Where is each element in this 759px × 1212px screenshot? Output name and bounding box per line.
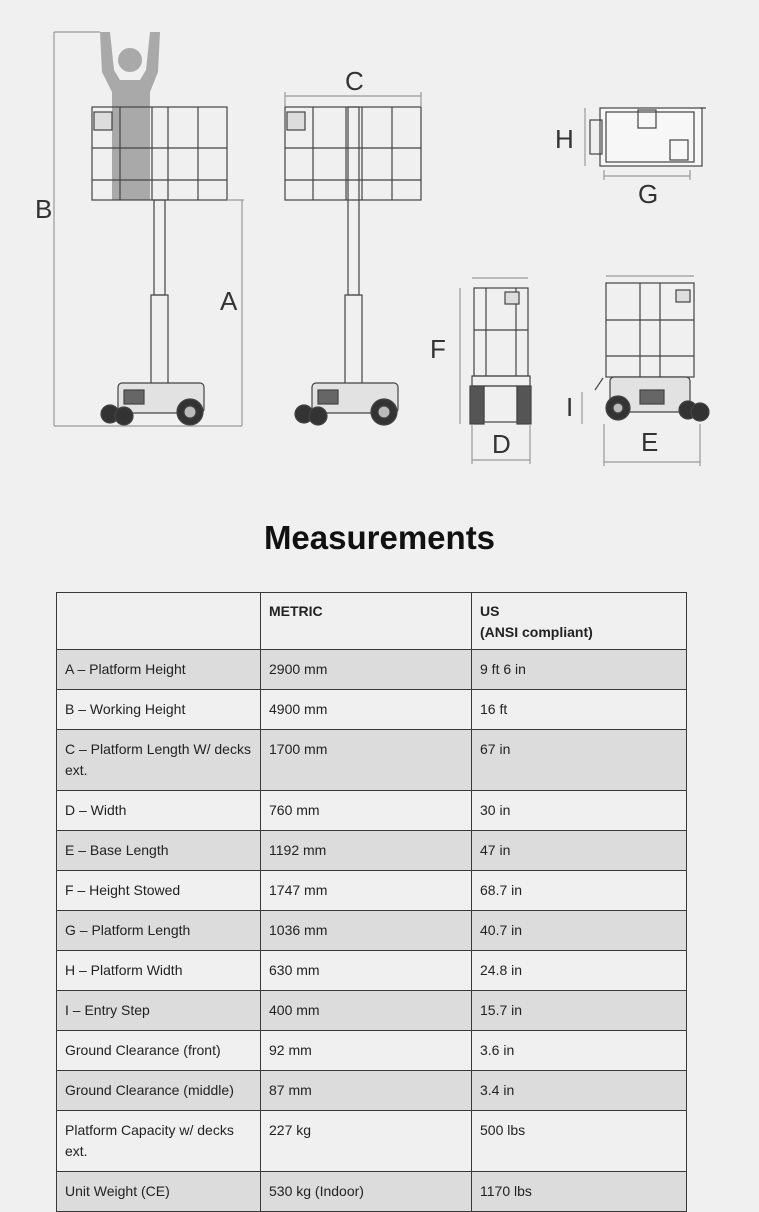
top-view [585,108,706,180]
row-metric: 760 mm [261,791,472,831]
row-metric: 1036 mm [261,911,472,951]
table-row [57,1031,687,1071]
table-row [57,1172,687,1212]
dim-label-i: I [566,392,574,422]
dim-label-d: D [492,429,511,459]
row-us: 16 ft [472,690,687,730]
row-label: I – Entry Step [57,991,261,1031]
row-us: 30 in [472,791,687,831]
row-label: B – Working Height [57,690,261,730]
dim-label-e: E [641,427,659,457]
row-metric: 630 mm [261,951,472,991]
row-label: A – Platform Height [57,650,261,690]
row-metric: 1700 mm [261,730,472,791]
measurements-table [56,592,687,1212]
dim-label-c: C [345,66,364,96]
row-label: C – Platform Length W/ decks ext. [57,730,261,791]
row-label: Unit Weight (CE) [57,1172,261,1212]
row-metric: 87 mm [261,1071,472,1111]
table-row [57,911,687,951]
row-metric: 1192 mm [261,831,472,871]
row-metric: 400 mm [261,991,472,1031]
row-us: 67 in [472,730,687,791]
row-metric: 1747 mm [261,871,472,911]
table-row [57,951,687,991]
row-us: 15.7 in [472,991,687,1031]
row-label: Ground Clearance (middle) [57,1071,261,1111]
header-us-label: US [480,603,500,619]
row-us: 3.6 in [472,1031,687,1071]
row-metric: 530 kg (Indoor) [261,1172,472,1212]
table-row [57,1071,687,1111]
table-row [57,1111,687,1172]
header-us-note: (ANSI compliant) [480,624,593,640]
table-row [57,650,687,690]
row-label: E – Base Length [57,831,261,871]
row-us: 1170 lbs [472,1172,687,1212]
row-us: 500 lbs [472,1111,687,1172]
row-us: 68.7 in [472,871,687,911]
row-label: D – Width [57,791,261,831]
row-metric: 4900 mm [261,690,472,730]
row-metric: 2900 mm [261,650,472,690]
dim-label-g: G [638,179,659,209]
table-row [57,690,687,730]
side-view-with-operator [54,32,244,426]
dim-label-h: H [555,124,574,154]
dim-label-f: F [430,334,446,364]
dim-label-b: B [35,194,53,224]
header-blank-cell [57,593,261,650]
table-header-row [57,593,687,650]
table-row [57,991,687,1031]
row-label: H – Platform Width [57,951,261,991]
row-label: Platform Capacity w/ decks ext. [57,1111,261,1172]
table-row [57,831,687,871]
side-view-platform-length [285,92,421,425]
row-label: F – Height Stowed [57,871,261,911]
table-row [57,871,687,911]
page-title: Measurements [263,519,496,556]
table-row [57,730,687,791]
row-us: 40.7 in [472,911,687,951]
header-us [472,593,687,650]
row-us: 47 in [472,831,687,871]
lift-dimension-diagram [0,0,759,480]
row-us: 24.8 in [472,951,687,991]
dim-label-a: A [220,286,238,316]
table-row [57,791,687,831]
row-metric: 227 kg [261,1111,472,1172]
row-metric: 92 mm [261,1031,472,1071]
row-label: G – Platform Length [57,911,261,951]
row-us: 3.4 in [472,1071,687,1111]
row-us: 9 ft 6 in [472,650,687,690]
row-label: Ground Clearance (front) [57,1031,261,1071]
header-metric: METRIC [261,593,472,650]
